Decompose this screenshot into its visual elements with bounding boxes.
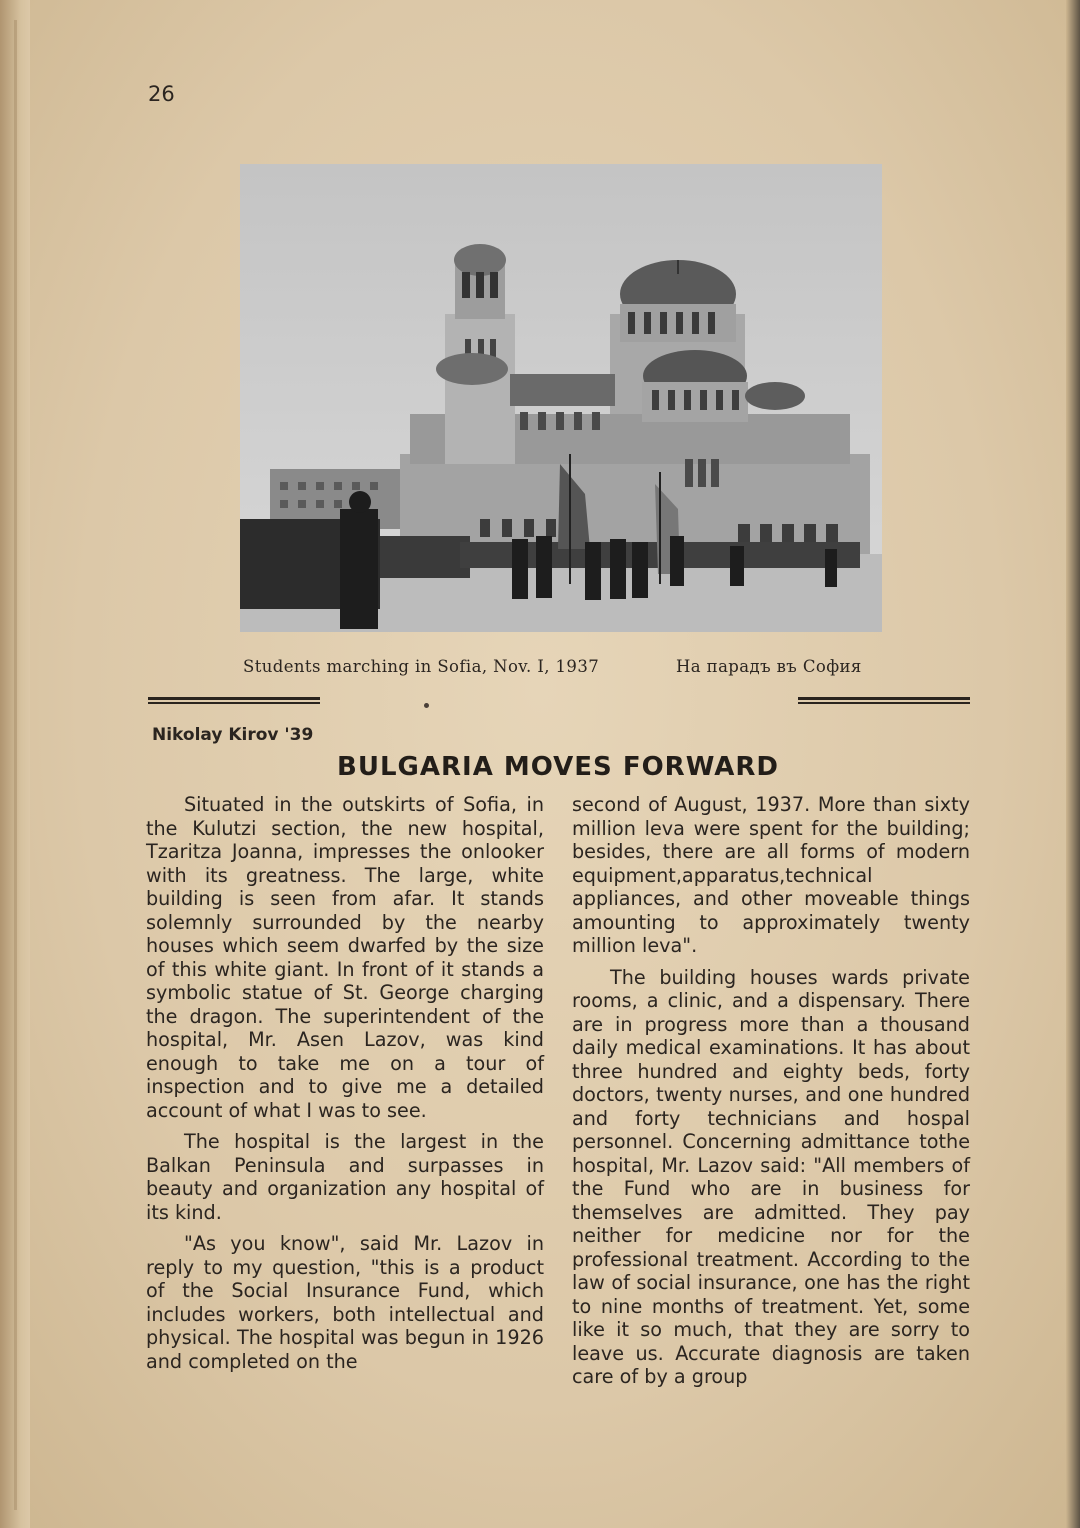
photo-caption-english: Students marching in Sofia, Nov. I, 1937: [243, 657, 600, 676]
page-edge: [1066, 0, 1080, 1528]
paragraph: The hospital is the largest in the Balkan Peninsula and surpasses in beauty and organization any hospital of its kind.: [146, 1130, 544, 1224]
paragraph: second of August, 1937. More than sixty million leva were spent for the building; besides, there are all forms of modern equipment,apparatus,technical appliances, and other moveable things amounting to approximately twenty million leva".: [572, 793, 970, 957]
article-column-right: [572, 793, 970, 1397]
paragraph: Situated in the outskirts of Sofia, in the Kulutzi section, the new hospital, Tzaritza Joanna, impresses the onlooker with its greatness. The large, white building is seen from afar. It stands solemnly surrounded by the nearby houses which seem dwarfed by the size of this white giant. In front of it stands a symbolic statue of St. George charging the dragon. The superintendent of the hospital, Mr. Asen Lazov, was kind enough to take me on a tour of inspection and to give me a detailed account of what I was to see.: [146, 793, 544, 1122]
article-column-left: [146, 793, 544, 1381]
article-title: BULGARIA MOVES FORWARD: [337, 752, 779, 782]
page-binding: [0, 0, 30, 1528]
decorative-rule: [148, 697, 320, 704]
page-number: 26: [148, 82, 175, 106]
paragraph: "As you know", said Mr. Lazov in reply to my question, "this is a product of the Social Insurance Fund, which includes workers, both intellectual and physical. The hospital was begun in 1926 and completed on the: [146, 1232, 544, 1373]
photo-caption-bulgarian: На парадъ въ София: [676, 657, 862, 676]
decorative-dot: [424, 703, 429, 708]
decorative-rule: [798, 697, 970, 704]
article-byline: Nikolay Kirov '39: [152, 725, 314, 745]
cathedral-photo: [240, 164, 882, 632]
paragraph: The building houses wards private rooms, a clinic, and a dispensary. There are in progress more than a thousand daily medical examinations. It has about three hundred and eighty beds, forty doctors, twenty nurses, and one hundred and forty technicians and hospal personnel. Concerning admittance tothe hospital, Mr. Lazov said: "All members of the Fund who are in business for themselves are admitted. They pay neither for medicine nor for the professional treatment. According to the law of social insurance, one has the right to nine months of treatment. Yet, some like it so much, that they are sorry to leave us. Accurate diagnosis are taken care of by a group: [572, 965, 970, 1388]
